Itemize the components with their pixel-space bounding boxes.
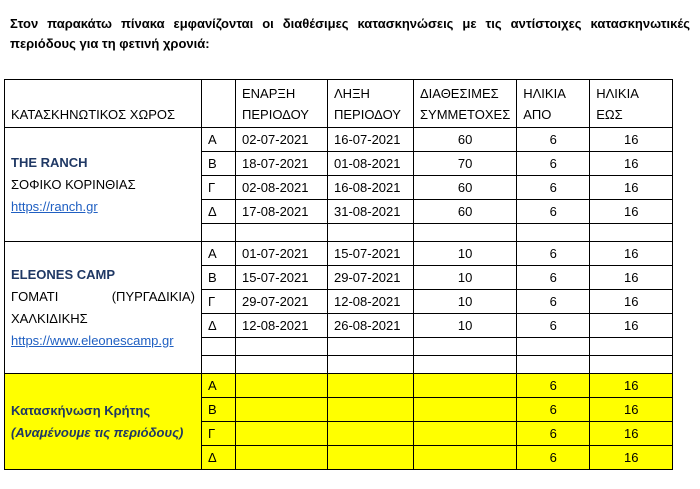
spacer-cell (328, 338, 414, 356)
period-slots: 10 (414, 290, 517, 314)
period-age-from: 6 (517, 176, 590, 200)
table-row (5, 242, 673, 266)
period-slots: 60 (414, 176, 517, 200)
period-id: Α (202, 242, 236, 266)
period-age-to: 16 (590, 152, 673, 176)
intro-paragraph: Στον παρακάτω πίνακα εμφανίζονται οι διαθέσιμες κατασκηνώσεις με τις αντίστοιχες κατασκηνωτικές περιόδους για τη φετινή χρονιά: (10, 16, 690, 51)
period-age-from: 6 (517, 128, 590, 152)
spacer-cell (414, 338, 517, 356)
period-start (236, 398, 328, 422)
period-start: 15-07-2021 (236, 266, 328, 290)
spacer-cell (202, 338, 236, 356)
period-age-to: 16 (590, 266, 673, 290)
camp-link[interactable]: https://www.eleonescamp.gr (11, 332, 174, 348)
period-end (328, 398, 414, 422)
spacer-cell (236, 224, 328, 242)
period-age-from: 6 (517, 314, 590, 338)
period-age-to: 16 (590, 374, 673, 398)
period-age-to: 16 (590, 128, 673, 152)
period-age-from: 6 (517, 446, 590, 470)
table-row (5, 374, 673, 398)
spacer-cell (236, 356, 328, 374)
period-age-to: 16 (590, 398, 673, 422)
spacer-cell (590, 356, 673, 374)
period-slots: 10 (414, 242, 517, 266)
period-id: Γ (202, 290, 236, 314)
period-id: Δ (202, 314, 236, 338)
header-end: ΛΗΞΗ ΠΕΡΙΟΔΟΥ (328, 80, 414, 128)
period-id: Α (202, 128, 236, 152)
period-age-from: 6 (517, 398, 590, 422)
period-slots (414, 398, 517, 422)
period-age-from: 6 (517, 374, 590, 398)
period-age-from: 6 (517, 422, 590, 446)
period-start: 12-08-2021 (236, 314, 328, 338)
period-id: Δ (202, 200, 236, 224)
camp-name: ELEONES CAMP (11, 266, 116, 282)
camp-location: ΣΟΦΙΚΟ ΚΟΡΙΝΘΙΑΣ (11, 176, 136, 192)
spacer-cell (590, 338, 673, 356)
period-end: 12-08-2021 (328, 290, 414, 314)
period-end: 26-08-2021 (328, 314, 414, 338)
period-id: Γ (202, 176, 236, 200)
period-slots: 10 (414, 266, 517, 290)
period-end: 01-08-2021 (328, 152, 414, 176)
period-id: Β (202, 152, 236, 176)
header-start: ΕΝΑΡΞΗ ΠΕΡΙΟΔΟΥ (236, 80, 328, 128)
period-id: Β (202, 266, 236, 290)
period-age-from: 6 (517, 290, 590, 314)
period-end (328, 446, 414, 470)
period-slots (414, 422, 517, 446)
period-age-from: 6 (517, 266, 590, 290)
period-end: 16-08-2021 (328, 176, 414, 200)
spacer-cell (202, 356, 236, 374)
header-row (5, 80, 673, 128)
period-age-to: 16 (590, 242, 673, 266)
period-start: 02-07-2021 (236, 128, 328, 152)
spacer-cell (517, 356, 590, 374)
period-age-to: 16 (590, 290, 673, 314)
camp-eleones-cell (5, 242, 202, 374)
period-end: 29-07-2021 (328, 266, 414, 290)
spacer-cell (328, 224, 414, 242)
camp-ranch-cell (5, 128, 202, 242)
period-age-from: 6 (517, 242, 590, 266)
table-row (5, 128, 673, 152)
period-start: 17-08-2021 (236, 200, 328, 224)
spacer-cell (590, 224, 673, 242)
period-start: 18-07-2021 (236, 152, 328, 176)
period-end: 16-07-2021 (328, 128, 414, 152)
header-place: ΚΑΤΑΣΚΗΝΩΤΙΚΟΣ ΧΩΡΟΣ (5, 80, 202, 128)
camp-link[interactable]: https://ranch.gr (11, 198, 98, 214)
period-end: 15-07-2021 (328, 242, 414, 266)
camp-name: THE RANCH (11, 154, 88, 170)
period-start (236, 422, 328, 446)
period-id: Α (202, 374, 236, 398)
period-age-to: 16 (590, 200, 673, 224)
camps-table (4, 79, 673, 470)
camp-location: ΓΟΜΑΤΙ (ΠΥΡΓΑΔΙΚΙΑ) (11, 288, 195, 304)
header-age-from: ΗΛΙΚΙΑ ΑΠΟ (517, 80, 590, 128)
period-slots (414, 446, 517, 470)
period-id: Δ (202, 446, 236, 470)
period-age-to: 16 (590, 446, 673, 470)
spacer-cell (236, 338, 328, 356)
period-id: Β (202, 398, 236, 422)
header-slots: ΔΙΑΘΕΣΙΜΕΣ ΣΥΜΜΕΤΟΧΕΣ (414, 80, 517, 128)
spacer-cell (202, 224, 236, 242)
period-slots: 60 (414, 128, 517, 152)
spacer-cell (517, 338, 590, 356)
period-age-from: 6 (517, 152, 590, 176)
period-end: 31-08-2021 (328, 200, 414, 224)
spacer-cell (328, 356, 414, 374)
camp-location-line2: ΧΑΛΚΙΔΙΚΗΣ (11, 310, 88, 326)
camp-kriti-cell (5, 374, 202, 470)
period-age-to: 16 (590, 176, 673, 200)
camp-name: Κατασκήνωση Κρήτης (11, 402, 151, 418)
period-age-from: 6 (517, 200, 590, 224)
header-age-to: ΗΛΙΚΙΑ ΕΩΣ (590, 80, 673, 128)
period-start (236, 446, 328, 470)
period-age-to: 16 (590, 314, 673, 338)
period-slots: 10 (414, 314, 517, 338)
header-index (202, 80, 236, 128)
period-end (328, 422, 414, 446)
period-start (236, 374, 328, 398)
period-slots (414, 374, 517, 398)
spacer-cell (517, 224, 590, 242)
period-end (328, 374, 414, 398)
period-slots: 70 (414, 152, 517, 176)
period-start: 02-08-2021 (236, 176, 328, 200)
spacer-cell (414, 224, 517, 242)
period-start: 01-07-2021 (236, 242, 328, 266)
camp-note: (Αναμένουμε τις περιόδους) (11, 424, 184, 440)
period-id: Γ (202, 422, 236, 446)
period-slots: 60 (414, 200, 517, 224)
spacer-cell (414, 356, 517, 374)
period-age-to: 16 (590, 422, 673, 446)
period-start: 29-07-2021 (236, 290, 328, 314)
